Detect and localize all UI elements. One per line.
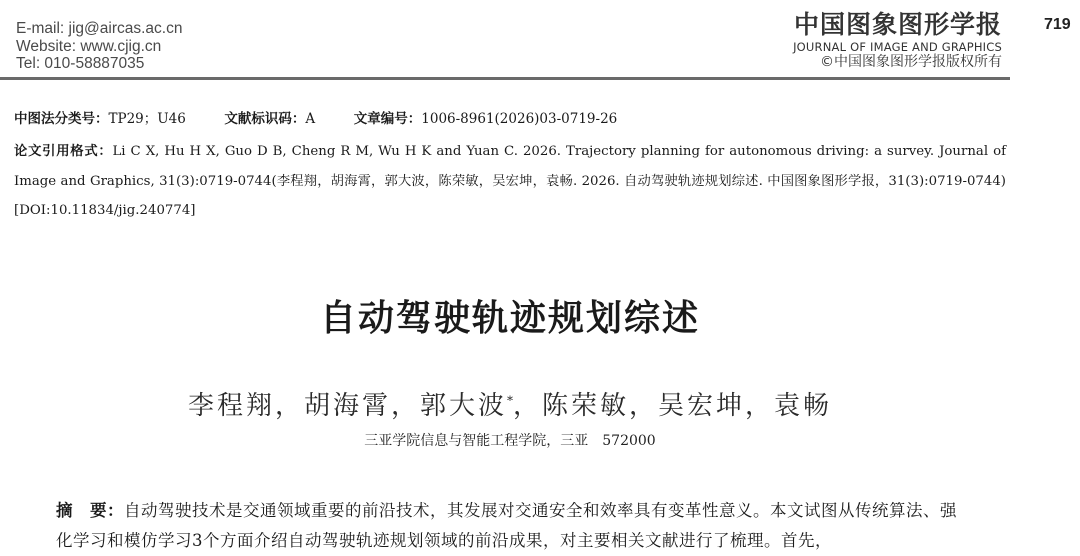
authors-first: 李程翔，胡海霄，郭大波	[187, 391, 507, 421]
doc-code-label: 文献标识码：	[224, 111, 306, 127]
doc-code-value: A	[305, 111, 316, 127]
header-divider	[0, 77, 1010, 80]
authors-rest: ，陈荣敏，吴宏坤，袁畅	[513, 391, 833, 421]
tel-text: Tel: 010-58887035	[16, 55, 145, 72]
citation-label: 论文引用格式：	[14, 144, 113, 159]
corresponding-author-mark: *	[507, 393, 513, 408]
email-text: E-mail: jig@aircas.ac.cn	[16, 20, 183, 37]
clc-value: TP29；U46	[108, 111, 186, 127]
copyright-notice: ©中国图象图形学报版权所有	[820, 54, 1002, 70]
author-list	[0, 385, 1020, 422]
citation-text: Li C X, Hu H X, Guo D B, Cheng R M, Wu H K and Yuan C. 2026. Trajectory planning for autonomous driving: a survey. Journal of Image and Graphics, 31(3):0719-0744(李程翔，胡海霄，郭大波，陈荣敏，吴宏坤，袁畅. 2026. 自动驾驶轨迹规划综述. 中国图象图形学报，31(3):0719-0744)[DOI:10.11834/jig.240774]	[14, 144, 1007, 218]
classification-line	[14, 107, 617, 127]
journal-name-en: JOURNAL OF IMAGE AND GRAPHICS	[793, 40, 1002, 54]
journal-name-cn: 中国图象图形学报	[793, 10, 1002, 39]
abstract-text: 自动驾驶技术是交通领域重要的前沿技术，其发展对交通安全和效率具有变革性意义。本文试图从传统算法、强化学习和模仿学习3个方面介绍自动驾驶轨迹规划领域的前沿成果，对主要相关文献进行了梳理。首先，	[56, 501, 957, 550]
article-number-label: 文章编号：	[353, 111, 422, 127]
contact-info	[16, 20, 182, 73]
page-number: 719	[1044, 16, 1071, 33]
clc-label: 中图法分类号：	[14, 111, 109, 127]
abstract-label: 摘 要：	[56, 501, 124, 520]
citation-block	[14, 137, 1006, 226]
abstract-block	[56, 496, 966, 556]
journal-brand	[793, 10, 1002, 71]
paper-title: 自动驾驶轨迹规划综述	[319, 298, 700, 339]
affiliation: 三亚学院信息与智能工程学院，三亚 572000	[364, 433, 656, 449]
website-text: Website: www.cjig.cn	[16, 37, 162, 55]
article-number-value: 1006-8961(2026)03-0719-26	[421, 111, 618, 127]
